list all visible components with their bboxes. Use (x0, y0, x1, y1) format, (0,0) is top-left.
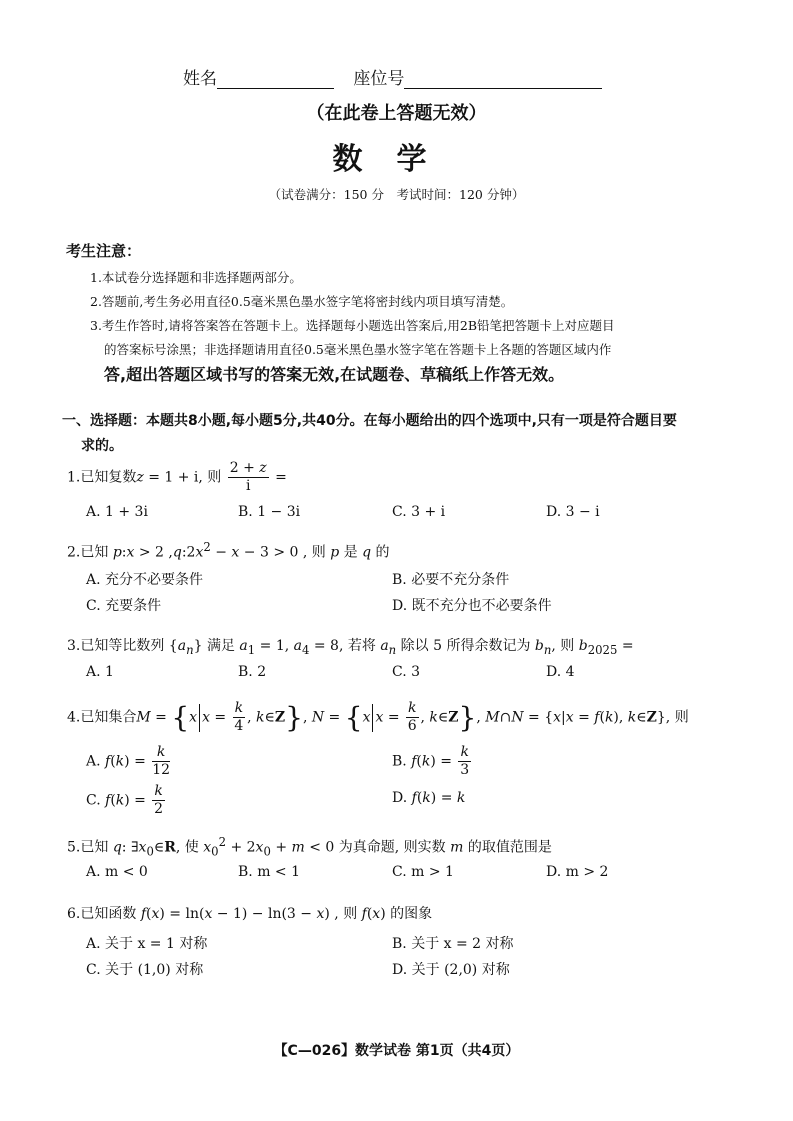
question-2: 2.已知 p:x > 2 $,q:2x^2 - x - 3 > 0$ , 则 p 是 q 的 (67, 540, 390, 561)
page-footer: 【C—026】数学试卷 第1页（共4页） (273, 1043, 520, 1059)
question-3: 3.已知等比数列 $\{a_n\}$ 满足 $a_1 = 1$, $a_4 = 8$, 若将 $a_n$ 除以 5 所得余数记为 $b_n$, 则 $b_{2025}$ = (67, 638, 634, 657)
name-label: 姓名 (183, 69, 217, 89)
notice-line-3b: 的答案标号涂黑；非选择题请用直径0.5毫米黑色墨水签字笔在答题卡上各题的答题区域内作 (104, 342, 612, 357)
question-1: 1.已知复数z = 1 + i, 则 $\frac{2 + z}{i}$ = (67, 460, 287, 494)
seat-blank[interactable] (404, 70, 602, 89)
invalid-note: （在此卷上答题无效） (306, 103, 487, 124)
q4-option-a[interactable]: A. f(k) = $\frac{k}{12}$ (86, 744, 171, 778)
notice-line-1: 1.本试卷分选择题和非选择题两部分。 (90, 270, 302, 285)
question-4: 4.已知集合M = {x x = $\frac{k}{4}$ , k∈Z}, N = {x x = $\frac{k}{6}$ , k∈Z}, M∩N = {x|x = f(k), k∈Z}, 则 (67, 700, 689, 734)
q3-option-b[interactable]: B. 2 (238, 664, 267, 680)
notice-line-3c: 答,超出答题区域书写的答案无效,在试题卷、草稿纸上作答无效。 (104, 365, 565, 384)
q1-fraction: $\frac{2 + z}{i}$ (229, 460, 267, 494)
section-title: 一、选择题：本题共8小题,每小题5分,共40分。在每小题给出的四个选项中,只有一项是符合题目要 (62, 413, 677, 429)
seat-label: 座位号 (353, 69, 405, 89)
q6-option-c[interactable]: C. 关于 (1,0) 对称 (86, 962, 204, 978)
q1-option-d[interactable]: D. 3 − i (546, 504, 600, 520)
q6-option-a[interactable]: A. 关于 x = 1 对称 (86, 936, 208, 952)
q2-option-c[interactable]: C. 充要条件 (86, 598, 162, 614)
q4-option-d[interactable]: D. f(k) = k (392, 790, 466, 806)
exam-info: （试卷满分：150 分 考试时间：120 分钟） (268, 187, 525, 202)
q1-option-b[interactable]: B. 1 − 3i (238, 504, 301, 520)
q6-option-d[interactable]: D. 关于 (2,0) 对称 (392, 962, 510, 978)
subject-title: 数学 (332, 142, 461, 177)
q3-option-a[interactable]: A. 1 (86, 664, 114, 680)
q5-option-b[interactable]: B. m < 1 (238, 864, 301, 880)
q1-option-a[interactable]: A. 1 + 3i (86, 504, 148, 520)
question-6: 6.已知函数 f(x) = ln(x − 1) − ln(3 − x) , 则 f(x) 的图象 (67, 906, 433, 922)
q3-option-c[interactable]: C. 3 (392, 664, 421, 680)
q6-option-b[interactable]: B. 关于 x = 2 对称 (392, 936, 514, 952)
q4-prefix: 4.已知集合 (67, 709, 137, 726)
q4-option-c[interactable]: C. f(k) = $\frac{k}{2}$ (86, 783, 164, 817)
q5-option-c[interactable]: C. m > 1 (392, 864, 454, 880)
name-blank[interactable] (217, 70, 334, 89)
q3-option-d[interactable]: D. 4 (546, 664, 575, 680)
q2-option-b[interactable]: B. 必要不充分条件 (392, 572, 510, 588)
q5-option-d[interactable]: D. m > 2 (546, 864, 609, 880)
q2-option-a[interactable]: A. 充分不必要条件 (86, 572, 204, 588)
question-5: 5.已知 q: $\exists x_0\in R$, 使 $x_0^2 + 2x_0 + m < 0$ 为真命题, 则实数 m 的取值范围是 (67, 835, 552, 859)
q4-option-b[interactable]: B. f(k) = $\frac{k}{3}$ (392, 744, 470, 778)
q1-prefix: 1.已知复数 (67, 469, 137, 486)
notice-line-2: 2.答题前,考生务必用直径0.5毫米黑色墨水签字笔将密封线内项目填写清楚。 (90, 294, 514, 309)
notice-title: 考生注意： (66, 242, 142, 260)
name-seat-line (183, 64, 602, 89)
notice-line-3a: 3.考生作答时,请将答案答在答题卡上。选择题每小题选出答案后,用2B铅笔把答题卡上对应题目 (90, 318, 615, 333)
q1-option-c[interactable]: C. 3 + i (392, 504, 446, 520)
q2-option-d[interactable]: D. 既不充分也不必要条件 (392, 598, 552, 614)
section-title-cont: 求的。 (81, 438, 123, 454)
q5-option-a[interactable]: A. m < 0 (86, 864, 148, 880)
